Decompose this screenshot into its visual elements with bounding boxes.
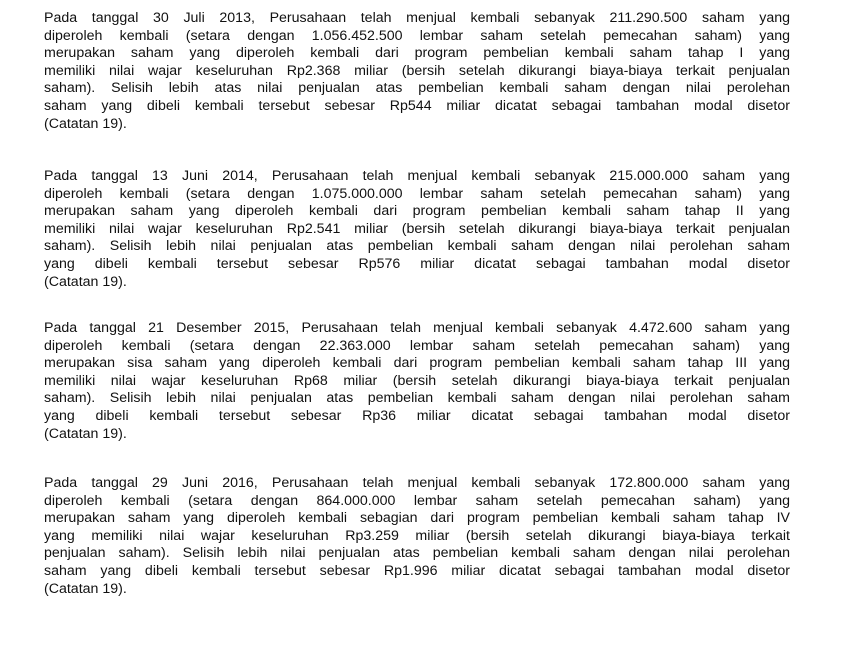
paragraph-2014-sale	[44, 168, 790, 291]
paragraph-line: diperoleh kembali (setara dengan 22.363.000 lembar saham setelah pemecahan saham) yang	[44, 337, 790, 354]
paragraph-line: (Catatan 19).	[44, 273, 127, 290]
paragraph-line: diperoleh kembali (setara dengan 864.000.000 lembar saham setelah pemecahan saham) yang	[44, 492, 790, 509]
paragraph-2013-sale	[44, 10, 790, 133]
paragraph-line: (Catatan 19).	[44, 580, 127, 597]
paragraph-line: Pada tanggal 13 Juni 2014, Perusahaan telah menjual kembali sebanyak 215.000.000 saham yang	[44, 168, 790, 184]
paragraph-line: saham yang dibeli kembali tersebut sebesar Rp1.996 miliar dicatat sebagai tambahan modal disetor	[44, 562, 790, 579]
paragraph-line: memiliki nilai wajar keseluruhan Rp68 miliar (bersih setelah dikurangi biaya-biaya terkait penjualan	[44, 372, 790, 389]
paragraph-line: diperoleh kembali (setara dengan 1.056.452.500 lembar saham setelah pemecahan saham) yang	[44, 27, 790, 44]
paragraph-line: memiliki nilai wajar keseluruhan Rp2.541 miliar (bersih setelah dikurangi biaya-biaya terkait penjualan	[44, 220, 790, 237]
paragraph-line: memiliki nilai wajar keseluruhan Rp2.368 miliar (bersih setelah dikurangi biaya-biaya terkait penjualan	[44, 62, 790, 79]
paragraph-line: Pada tanggal 21 Desember 2015, Perusahaan telah menjual kembali sebanyak 4.472.600 saham yang	[44, 320, 790, 336]
paragraph-line: (Catatan 19).	[44, 425, 127, 442]
paragraph-line: Pada tanggal 30 Juli 2013, Perusahaan telah menjual kembali sebanyak 211.290.500 saham yang	[44, 10, 790, 26]
paragraph-line: Pada tanggal 29 Juni 2016, Perusahaan telah menjual kembali sebanyak 172.800.000 saham yang	[44, 475, 790, 491]
paragraph-line: (Catatan 19).	[44, 115, 127, 132]
paragraph-2016-sale	[44, 475, 790, 598]
paragraph-line: merupakan saham yang diperoleh kembali sebagian dari program pembelian kembali saham tahap IV	[44, 510, 790, 527]
paragraph-line: merupakan sisa saham yang diperoleh kembali dari program pembelian kembali saham tahap III yang	[44, 355, 790, 372]
paragraph-line: saham yang dibeli kembali tersebut sebesar Rp544 miliar dicatat sebagai tambahan modal disetor	[44, 97, 790, 114]
paragraph-line: merupakan saham yang diperoleh kembali dari program pembelian kembali saham tahap I yang	[44, 45, 790, 62]
paragraph-2015-sale	[44, 320, 790, 443]
paragraph-line: saham). Selisih lebih atas nilai penjualan atas pembelian kembali saham dengan nilai perolehan	[44, 80, 790, 97]
paragraph-line: saham). Selisih lebih nilai penjualan atas pembelian kembali saham dengan nilai perolehan saham	[44, 238, 790, 255]
paragraph-line: yang dibeli kembali tersebut sebesar Rp36 miliar dicatat sebagai tambahan modal disetor	[44, 407, 790, 424]
paragraph-line: saham). Selisih lebih nilai penjualan atas pembelian kembali saham dengan nilai perolehan saham	[44, 390, 790, 407]
paragraph-line: merupakan saham yang diperoleh kembali dari program pembelian kembali saham tahap II yang	[44, 203, 790, 220]
paragraph-line: yang memiliki nilai wajar keseluruhan Rp3.259 miliar (bersih setelah dikurangi biaya-biaya terkait	[44, 527, 790, 544]
paragraph-line: penjualan saham). Selisih lebih nilai penjualan atas pembelian kembali saham dengan nilai perolehan	[44, 545, 790, 562]
paragraph-line: yang dibeli kembali tersebut sebesar Rp576 miliar dicatat sebagai tambahan modal disetor	[44, 255, 790, 272]
paragraph-line: diperoleh kembali (setara dengan 1.075.000.000 lembar saham setelah pemecahan saham) yang	[44, 185, 790, 202]
